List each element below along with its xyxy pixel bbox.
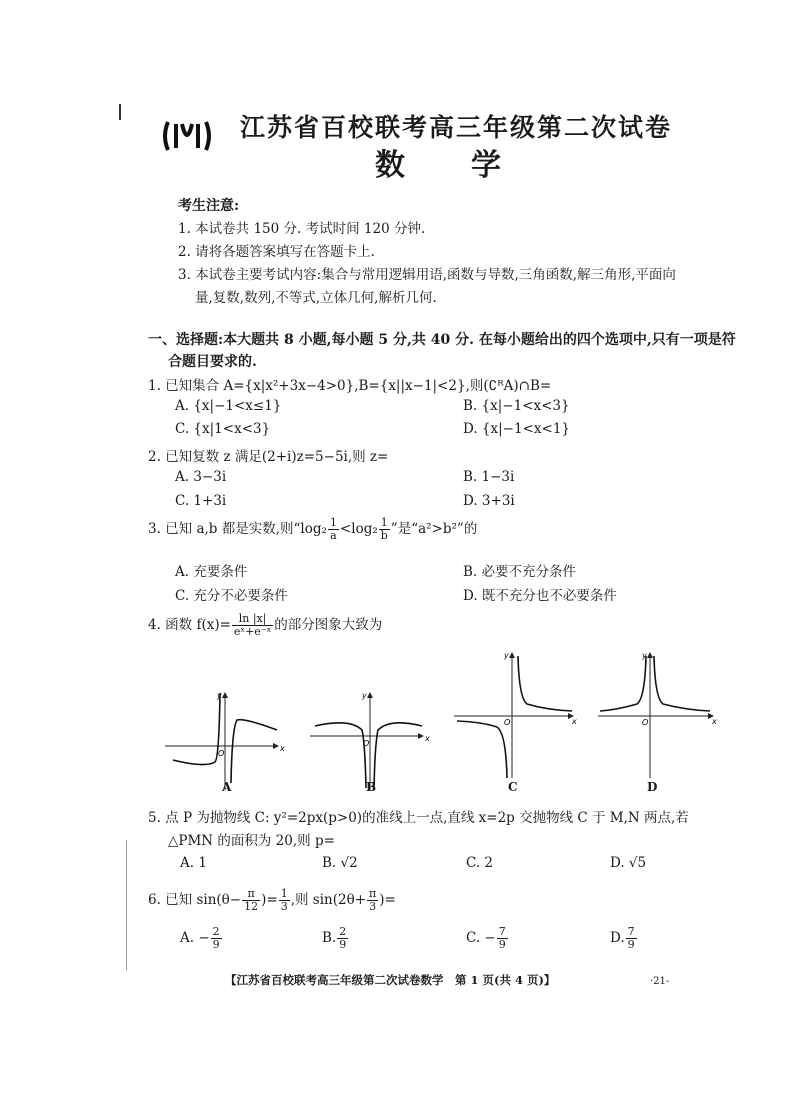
graph-b-x: x: [425, 734, 430, 743]
q6-part-1: 6. 已知 sin(θ−: [148, 892, 242, 908]
graph-c-x: x: [572, 717, 577, 726]
q6-a-prefix: A. −: [180, 930, 210, 946]
q6-option-a: [180, 926, 223, 951]
section-heading: 一、选择题:本大题共 8 小题,每小题 5 分,共 40 分. 在每小题给出的四个选项中,只有一项是符: [148, 332, 736, 348]
question-5-stem: 5. 点 P 为抛物线 C: y²=2px(p>0)的准线上一点,直线 x=2p 交抛物线 C 于 M,N 两点,若: [148, 810, 689, 826]
graph-a-y: y: [217, 691, 222, 700]
notice-item: 1. 本试卷共 150 分. 考试时间 120 分钟.: [178, 221, 426, 237]
q6-f2-den: 3: [280, 900, 288, 913]
graph-c-label: C: [508, 780, 518, 794]
q6-part-2: )=: [261, 892, 278, 908]
q2-option-b: B. 1−3i: [463, 469, 515, 485]
q6-b-num: 2: [339, 925, 347, 938]
q6-f3-den: 3: [369, 900, 377, 913]
q3-frac1-den: a: [330, 529, 337, 542]
question-6-stem: [148, 888, 396, 913]
q6-f1-num: π: [242, 888, 260, 901]
graph-d: [596, 648, 726, 784]
q6-a-den: 9: [212, 938, 220, 951]
q6-b-den: 9: [339, 938, 347, 951]
exam-subject: 数学: [375, 148, 567, 183]
page-footer: 【江苏省百校联考高三年级第二次试卷数学 第 1 页(共 4 页)】: [225, 973, 556, 987]
graph-d-origin: O: [642, 718, 649, 727]
q6-b-prefix: B.: [322, 930, 337, 946]
q5-option-c: C. 2: [466, 855, 494, 871]
q1-option-d: D. {x|−1<x<1}: [463, 421, 570, 437]
graph-d-y: y: [642, 651, 647, 660]
q6-frac-2: [279, 888, 290, 913]
q6-option-c: [466, 926, 509, 951]
graph-d-label: D: [647, 780, 658, 794]
q3-frac2-den: b: [380, 529, 388, 542]
q6-c-frac: [497, 926, 508, 951]
question-5-stem-cont: △PMN 的面积为 20,则 p=: [168, 833, 335, 849]
q3-option-a: A. 充要条件: [175, 564, 248, 580]
q3-option-d: D. 既不充分也不必要条件: [463, 588, 617, 604]
graph-a-x: x: [280, 744, 285, 753]
question-3-stem: [148, 517, 477, 542]
q6-part-3: ,则 sin(2θ+: [290, 892, 367, 908]
graph-c: [452, 648, 582, 784]
graph-d-x: x: [712, 717, 717, 726]
q3-frac1-num: 1: [329, 516, 337, 529]
graph-b-y: y: [362, 691, 367, 700]
scan-edge: [126, 840, 127, 970]
q6-f1-den: 12: [244, 900, 259, 913]
graph-a-label: A: [222, 780, 232, 794]
q3-stem-mid: <log₂: [339, 521, 378, 537]
q4-stem-post: 的部分图象大致为: [274, 617, 383, 633]
q2-option-a: A. 3−3i: [175, 469, 227, 485]
q1-option-c: C. {x|1<x<3}: [175, 421, 271, 437]
q6-d-den: 9: [627, 938, 635, 951]
q1-option-b: B. {x|−1<x<3}: [463, 398, 570, 414]
graph-c-origin: O: [504, 718, 511, 727]
q1-option-a: A. {x|−1<x≤1}: [175, 398, 282, 414]
q6-d-num: 7: [627, 925, 635, 938]
q6-d-frac: [626, 926, 637, 951]
q3-fraction-1: [328, 517, 339, 542]
q3-option-b: B. 必要不充分条件: [463, 564, 577, 580]
q6-a-frac: [211, 926, 222, 951]
q3-option-c: C. 充分不必要条件: [175, 588, 288, 604]
q4-frac-den: eˣ+e⁻ˣ: [233, 625, 272, 638]
notice-item: 3. 本试卷主要考试内容:集合与常用逻辑用语,函数与导数,三角函数,解三角形,平面向: [178, 267, 676, 283]
q3-fraction-2: [379, 517, 390, 542]
notice-heading: 考生注意:: [178, 198, 240, 214]
q6-f3-num: π: [369, 887, 377, 900]
q6-d-prefix: D.: [610, 930, 625, 946]
q6-c-den: 9: [498, 938, 506, 951]
q6-c-num: 7: [498, 925, 506, 938]
graph-b-origin: O: [363, 739, 370, 748]
q4-frac-num: ln |x|: [232, 613, 273, 626]
notice-item: 量,复数,数列,不等式,立体几何,解析几何.: [195, 290, 437, 306]
q4-stem-pre: 4. 函数 f(x)=: [148, 617, 231, 633]
question-1-stem: 1. 已知集合 A={x|x²+3x−4>0},B={x||x−1|<2},则(∁ᴿA)∩B=: [148, 378, 552, 394]
q5-option-a: A. 1: [180, 855, 207, 871]
q6-a-num: 2: [212, 925, 220, 938]
q5-option-b: B. √2: [322, 855, 358, 871]
question-2-stem: 2. 已知复数 z 满足(2+i)z=5−5i,则 z=: [148, 449, 389, 465]
q6-frac-3: [367, 888, 378, 913]
margin-mark: [119, 104, 121, 120]
graph-c-y: y: [504, 651, 509, 660]
q6-option-d: [610, 926, 638, 951]
q3-frac2-num: 1: [379, 517, 390, 530]
q4-fraction: [232, 613, 273, 638]
exam-title: 江苏省百校联考高三年级第二次试卷: [240, 113, 673, 142]
graph-a-origin: O: [218, 749, 225, 758]
q6-f2-num: 1: [280, 887, 288, 900]
q2-option-d: D. 3+3i: [463, 493, 515, 509]
q6-frac-1: [242, 888, 260, 913]
q3-stem-pre: 3. 已知 a,b 都是实数,则“log₂: [148, 521, 327, 537]
question-4-stem: [148, 613, 382, 638]
q6-c-prefix: C. −: [466, 930, 496, 946]
q5-option-d: D. √5: [610, 855, 647, 871]
q3-stem-post: ”是“a²>b²”的: [390, 521, 478, 537]
graph-b-label: B: [366, 780, 377, 794]
section-heading-cont: 合题目要求的.: [168, 354, 257, 370]
q6-b-frac: [337, 926, 348, 951]
q6-part-4: )=: [379, 892, 396, 908]
q2-option-c: C. 1+3i: [175, 493, 227, 509]
footer-code: ·21-: [650, 976, 670, 987]
exam-logo-icon: [160, 116, 214, 160]
notice-item: 2. 请将各题答案填写在答题卡上.: [178, 244, 375, 260]
q6-option-b: [322, 926, 349, 951]
